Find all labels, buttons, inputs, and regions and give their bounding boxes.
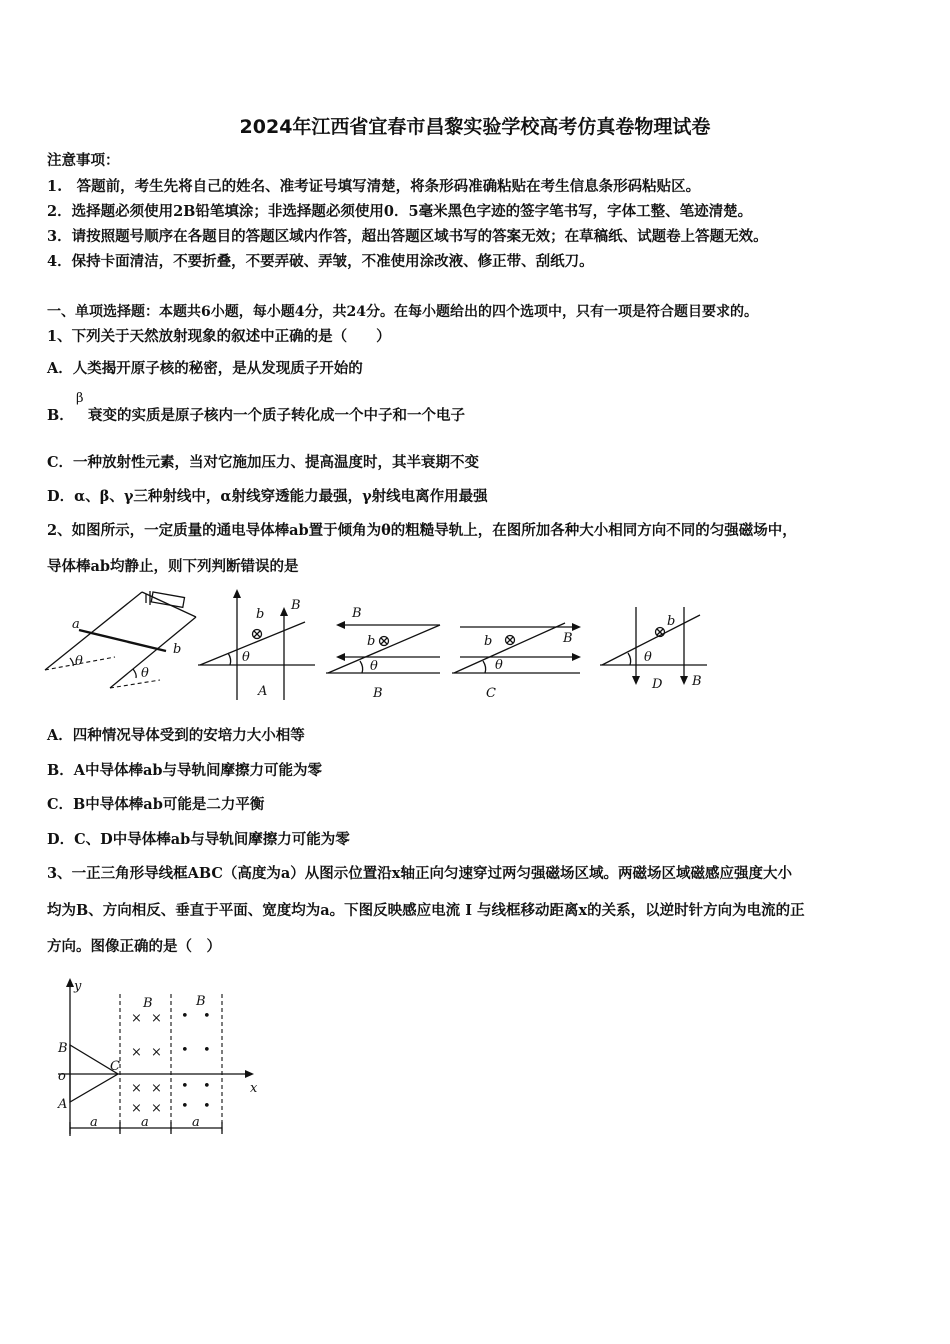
notice-item-3: 3．请按照题号顺序在各题目的答题区域内作答，超出答题区域书写的答案无效；在草稿纸、试题卷上答题无效。 xyxy=(47,228,768,245)
q3-dot: • xyxy=(181,1099,189,1114)
q2-label-C: C xyxy=(486,686,496,701)
q3-dot: • xyxy=(203,1079,211,1094)
q1-option-b-text: 衰变的实质是原子核内一个质子转化成一个中子和一个电子 xyxy=(88,407,465,424)
q1-option-a: A．人类揭开原子核的秘密，是从发现质子开始的 xyxy=(47,360,363,377)
q2-c-label-b: b xyxy=(484,634,493,649)
q2-theta-1: θ xyxy=(75,654,83,669)
q2-label-a: a xyxy=(72,617,80,632)
q2-stem-line1: 2、如图所示，一定质量的通电导体棒ab置于倾角为θ的粗糙导轨上，在图所加各种大小相同方向不同的匀强磁场中， xyxy=(47,522,797,539)
q2-figure xyxy=(0,585,950,715)
q2-case-b xyxy=(326,606,440,701)
q3-dot: • xyxy=(181,1009,189,1024)
q2-option-c: C．B中导体棒ab可能是二力平衡 xyxy=(47,796,265,813)
q2-b-field: B xyxy=(352,606,362,621)
q3-vertex-C: C xyxy=(110,1059,120,1074)
q3-dot: • xyxy=(203,1099,211,1114)
q3-cross: × xyxy=(131,1045,142,1060)
q3-field-B2: B xyxy=(196,994,206,1009)
q3-cross: × xyxy=(131,1081,142,1096)
notice-item-2: 2．选择题必须使用2B铅笔填涂；非选择题必须使用0．5毫米黑色字迹的签字笔书写，字体工整、笔迹清楚。 xyxy=(47,203,753,220)
q3-origin: o xyxy=(58,1069,66,1084)
q3-region-dots xyxy=(181,994,211,1114)
q2-label-b: b xyxy=(173,642,182,657)
q3-vertex-B: B xyxy=(58,1041,68,1056)
q1-stem: 1、下列关于天然放射现象的叙述中正确的是（ ） xyxy=(47,328,391,345)
q2-label-D: D xyxy=(652,677,663,692)
q2-option-a: A．四种情况导体受到的安培力大小相等 xyxy=(47,727,305,744)
q3-cross: × xyxy=(131,1101,142,1116)
q3-dot: • xyxy=(181,1079,189,1094)
q2-b-label-b: b xyxy=(367,634,376,649)
q2-a-label-b: b xyxy=(256,607,265,622)
notice-item-1: 1. 答题前，考生先将自己的姓名、准考证号填写清楚，将条形码准确粘贴在考生信息条形码粘贴区。 xyxy=(47,178,701,195)
q3-cross: × xyxy=(131,1011,142,1026)
q3-width-2: a xyxy=(141,1115,149,1130)
q3-dot: • xyxy=(203,1043,211,1058)
q2-case-c xyxy=(452,623,581,701)
q3-cross: × xyxy=(151,1045,162,1060)
q3-stem-line2: 均为B、方向相反、垂直于平面、宽度均为a。下图反映感应电流 I 与线框移动距离x的关系，以逆时针方向为电流的正 xyxy=(47,902,805,919)
q3-dot: • xyxy=(203,1009,211,1024)
q2-option-d: D．C、D中导体棒ab与导轨间摩擦力可能为零 xyxy=(47,831,350,848)
q2-label-A: A xyxy=(258,684,268,699)
q3-dot: • xyxy=(181,1043,189,1058)
q1-option-b-prefix: B． xyxy=(47,407,74,424)
q3-axis-y: y xyxy=(74,979,82,994)
q2-c-field: B xyxy=(563,631,573,646)
paper-title: 2024年江西省宜春市昌黎实验学校高考仿真卷物理试卷 xyxy=(239,116,711,138)
q2-d-field: B xyxy=(692,674,702,689)
q2-theta-2: θ xyxy=(141,666,149,681)
q1-option-c: C．一种放射性元素，当对它施加压力、提高温度时，其半衰期不变 xyxy=(47,454,480,471)
q1-beta-symbol: β xyxy=(76,391,84,406)
q3-vertex-A: A xyxy=(58,1097,68,1112)
q3-cross: × xyxy=(151,1101,162,1116)
q3-stem-line1: 3、一正三角形导线框ABC（高度为a）从图示位置沿x轴正向匀速穿过两匀强磁场区域。两磁场区域磁感应强度大小 xyxy=(47,865,792,882)
q3-axis-x: x xyxy=(250,1081,258,1096)
q3-stem-line3: 方向。图像正确的是（ ） xyxy=(47,938,221,955)
q2-label-B: B xyxy=(373,686,383,701)
q2-c-theta: θ xyxy=(495,658,503,673)
q2-option-b: B．A中导体棒ab与导轨间摩擦力可能为零 xyxy=(47,762,323,779)
notice-heading: 注意事项： xyxy=(47,152,120,169)
q1-option-d: D．α、β、γ三种射线中，α射线穿透能力最强，γ射线电离作用最强 xyxy=(47,488,488,505)
q3-region-crosses xyxy=(131,996,162,1116)
q3-width-3: a xyxy=(192,1115,200,1130)
q2-b-theta: θ xyxy=(370,659,378,674)
q2-case-a xyxy=(198,589,315,700)
notice-item-4: 4．保持卡面清洁，不要折叠，不要弄破、弄皱，不准使用涂改液、修正带、刮纸刀。 xyxy=(47,253,594,270)
q2-a-theta: θ xyxy=(242,650,250,665)
q3-field-B1: B xyxy=(143,996,153,1011)
q2-a-field: B xyxy=(291,598,301,613)
q2-d-label-b: b xyxy=(667,614,676,629)
q2-rail-diagram xyxy=(45,591,196,688)
section-heading: 一、单项选择题：本题共6小题，每小题4分，共24分。在每小题给出的四个选项中，只有一项是符合题目要求的。 xyxy=(47,304,758,320)
q3-cross: × xyxy=(151,1011,162,1026)
q2-d-theta: θ xyxy=(644,650,652,665)
q2-case-d xyxy=(600,607,707,692)
q2-stem-line2: 导体棒ab均静止，则下列判断错误的是 xyxy=(47,558,299,575)
q3-width-1: a xyxy=(90,1115,98,1130)
q3-cross: × xyxy=(151,1081,162,1096)
q3-figure xyxy=(50,972,290,1142)
